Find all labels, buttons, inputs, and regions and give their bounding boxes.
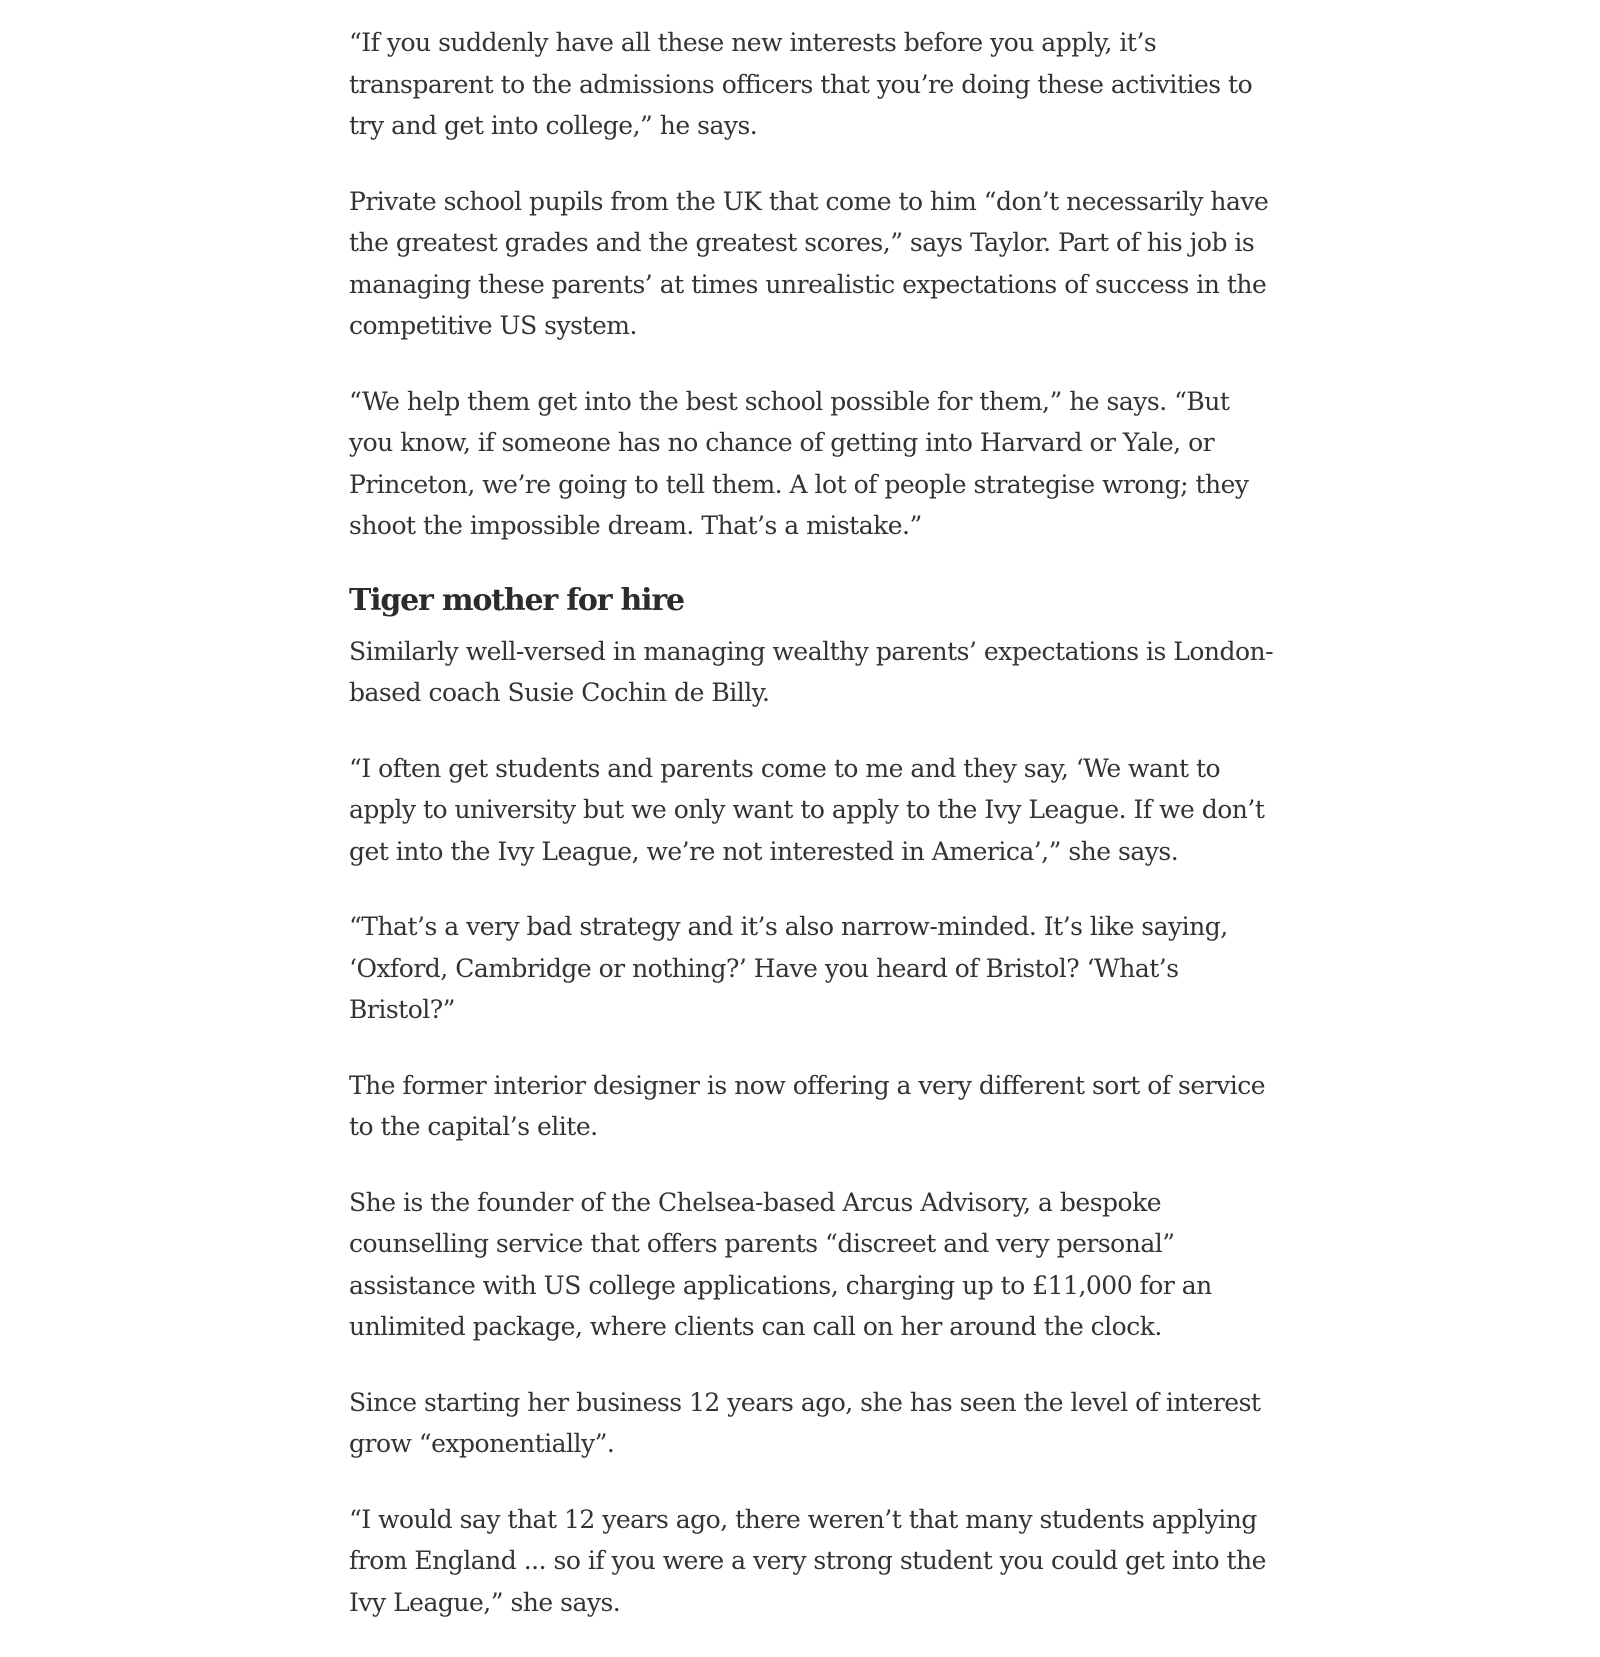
article-paragraph: Private school pupils from the UK that come to him “don’t necessarily have the greatest grades and the greatest scores,” says Taylor. Part of his job is managing these parents’ at times unrealistic expectations of success in the competitive US system. — [349, 186, 1269, 340]
article-paragraph: Similarly well-versed in managing wealthy parents’ expectations is London-based coach Susie Cochin de Billy. — [349, 636, 1274, 707]
article-paragraph: “If you suddenly have all these new interests before you apply, it’s transparent to the admissions officers that you’re doing these activities to try and get into college,” he says. — [349, 28, 1253, 140]
article-paragraph: “I often get students and parents come to me and they say, ‘We want to apply to university but we only want to apply to the Ivy League. If we don’t get into the Ivy League, we’re not interested in America’,” she says. — [349, 753, 1265, 866]
article-body — [349, 22, 1279, 1657]
section-subheading: Tiger mother for hire — [349, 582, 684, 618]
article-paragraph: “I would say that 12 years ago, there weren’t that many students applying from England ... so if you were a very strong student you could get into the Ivy League,” she says. — [349, 1504, 1266, 1617]
article-paragraph: She is the founder of the Chelsea-based Arcus Advisory, a bespoke counselling service that offers parents “discreet and very personal” assistance with US college applications, charging up to £11,000 for an unlimited package, where clients can call on her around the clock. — [349, 1187, 1212, 1341]
article-paragraph: “That’s a very bad strategy and it’s also narrow-minded. It’s like saying, ‘Oxford, Cambridge or nothing?’ Have you heard of Bristol? ‘What’s Bristol?” — [349, 912, 1228, 1024]
article-paragraph: Since starting her business 12 years ago, she has seen the level of interest grow “exponentially”. — [349, 1387, 1261, 1458]
article-paragraph: “We help them get into the best school possible for them,” he says. “But you know, if someone has no chance of getting into Harvard or Yale, or Princeton, we’re going to tell them. A lot of people strategise wrong; they shoot the impossible dream. That’s a mistake.” — [349, 386, 1249, 540]
article-paragraph: The former interior designer is now offering a very different sort of service to the capital’s elite. — [349, 1070, 1266, 1141]
